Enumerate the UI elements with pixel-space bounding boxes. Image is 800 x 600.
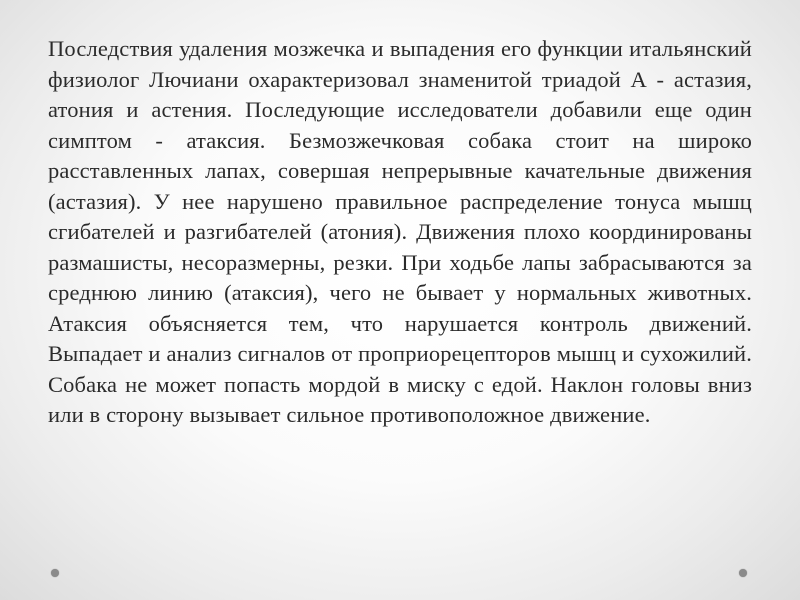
bottom-left-dot (51, 569, 59, 577)
bottom-right-dot (739, 569, 747, 577)
slide-body-text: Последствия удаления мозжечка и выпадения его функции итальянский физиолог Лючиани охарактеризовал знаменитой триадой А - астазия, атония и астения. Последующие исследователи добавили еще один симптом - атаксия. Безмозжечковая собака стоит на широко расставленных лапах, совершая непрерывные качательные движения (астазия). У нее нарушено правильное распределение тонуса мышц сгибателей и разгибателей (атония). Движения плохо координированы размашисты, несоразмерны, резки. При ходьбе лапы забрасываются за среднюю линию (атаксия), чего не бывает у нормальных животных. Атаксия объясняется тем, что нарушается контроль движений. Выпадает и анализ сигналов от проприорецепторов мышц и сухожилий. Собака не может попасть мордой в миску с едой. Наклон головы вниз или в сторону вызывает сильное противоположное движение. (48, 36, 752, 427)
